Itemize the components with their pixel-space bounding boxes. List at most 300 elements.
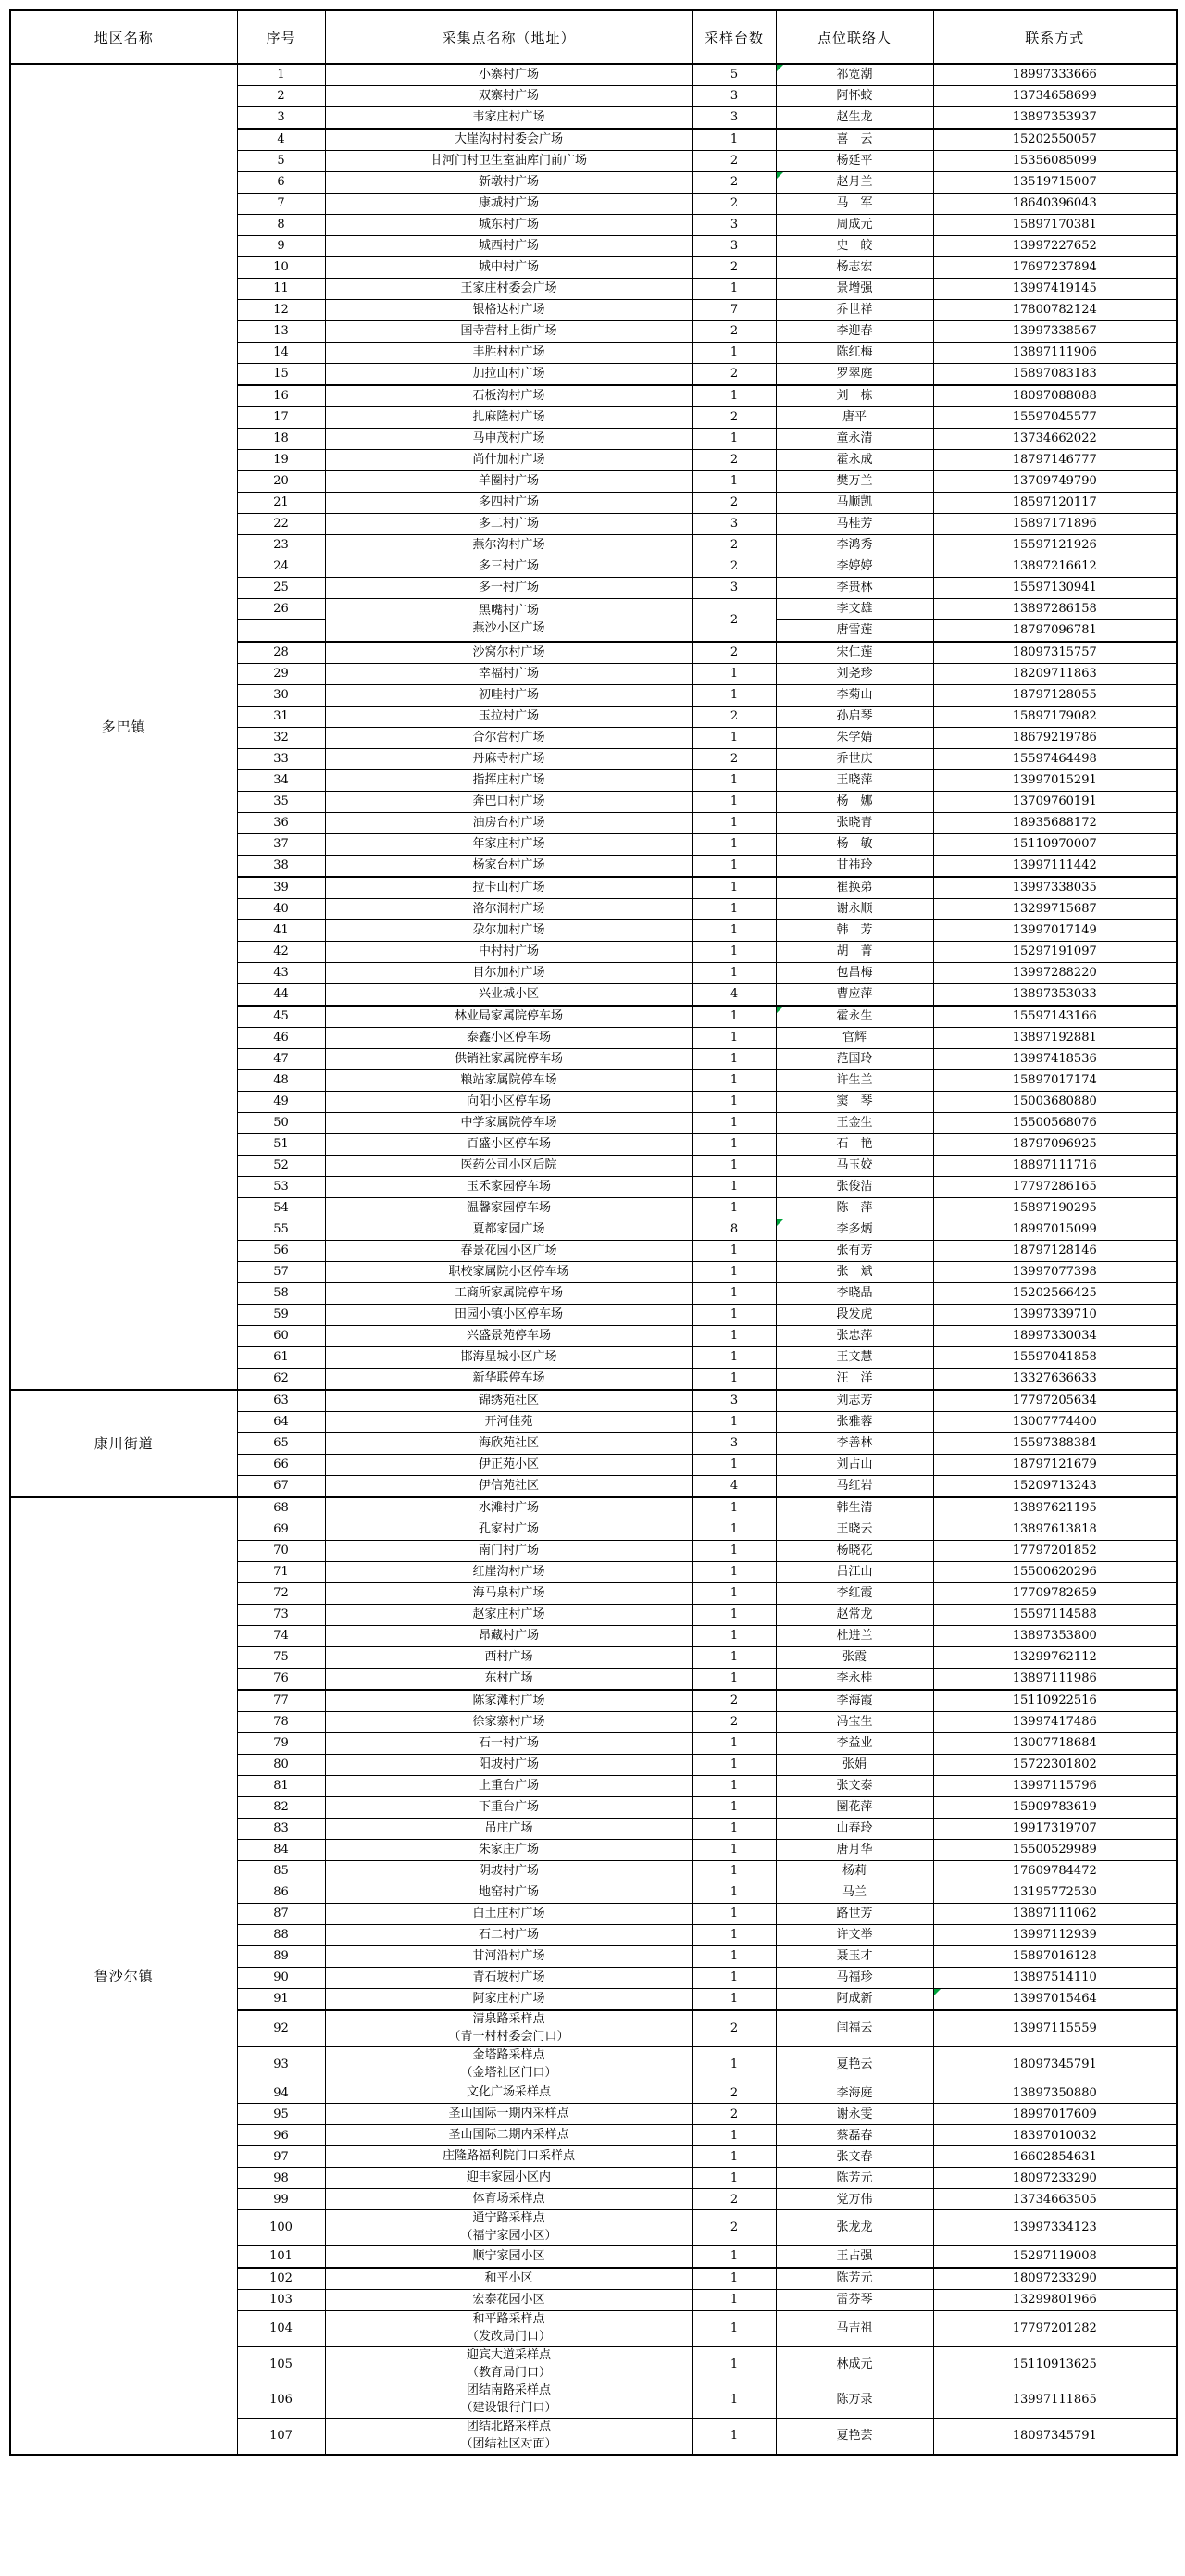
count-cell: 1 [692,1519,776,1541]
phone-cell: 15597464498 [933,749,1177,770]
count-cell: 2 [692,194,776,215]
site-cell [325,1070,692,1092]
contact-cell: 聂玉才 [776,1946,933,1968]
serial-cell: 105 [237,2346,325,2382]
table-body [10,64,1177,2455]
site-name: 庄隆路福利院门口采样点 [442,2148,575,2163]
site-name: 阳坡村广场 [478,1757,539,1771]
site-cell [325,1882,692,1904]
site-cell [325,1455,692,1476]
count-cell: 1 [692,1904,776,1925]
phone-cell: 13897192881 [933,1028,1177,1049]
serial-cell: 90 [237,1968,325,1989]
site-cell [325,1776,692,1797]
serial-cell: 7 [237,194,325,215]
phone-cell: 18997015099 [933,1219,1177,1241]
site-address-detail: （教育局门口） [466,2365,551,2380]
site-name: 合尔营村广场 [472,730,545,744]
site-cell [325,2346,692,2382]
site-cell [325,1177,692,1198]
site-name: 粮站家属院停车场 [460,1072,557,1087]
count-cell: 1 [692,1925,776,1946]
serial-cell: 57 [237,1262,325,1283]
contact-cell: 乔世祥 [776,300,933,321]
serial-cell: 21 [237,493,325,514]
count-cell: 2 [692,642,776,664]
count-cell: 1 [692,1262,776,1283]
site-cell [325,728,692,749]
contact-cell: 霍永生 [776,1006,933,1028]
phone-cell: 13897353800 [933,1626,1177,1647]
contact-cell: 杨 娜 [776,792,933,813]
site-cell [325,1755,692,1776]
serial-cell: 84 [237,1840,325,1861]
contact-cell: 段发虎 [776,1305,933,1326]
site-cell [325,2146,692,2168]
count-cell: 2 [692,450,776,471]
serial-cell: 69 [237,1519,325,1541]
phone-cell: 15597045577 [933,407,1177,429]
count-cell: 1 [692,1840,776,1861]
phone-cell: 13897111906 [933,343,1177,364]
site-cell [325,429,692,450]
site-name: 城西村广场 [478,238,539,253]
serial-cell: 24 [237,556,325,578]
region-cell: 鲁沙尔镇 [10,1497,237,2455]
phone-cell: 18997017609 [933,2104,1177,2125]
phone-cell: 15597143166 [933,1006,1177,1028]
site-cell [325,792,692,813]
contact-cell: 冯宝生 [776,1712,933,1733]
contact-cell: 马 军 [776,194,933,215]
site-name: 吊庄广场 [484,1820,533,1835]
count-cell: 1 [692,2168,776,2189]
phone-cell: 13997288220 [933,963,1177,984]
phone-cell: 15202550057 [933,129,1177,151]
site-name: 海欣苑社区 [478,1435,539,1450]
site-name: 陈家滩村广场 [472,1693,545,1707]
phone-cell: 18597120117 [933,493,1177,514]
count-cell: 1 [692,1647,776,1669]
serial-cell: 89 [237,1946,325,1968]
site-cell [325,257,692,279]
serial-cell: 88 [237,1925,325,1946]
count-cell: 1 [692,1755,776,1776]
count-cell: 1 [692,1626,776,1647]
serial-cell: 31 [237,707,325,728]
site-cell [325,1925,692,1946]
site-cell [325,2010,692,2046]
contact-cell: 马桂芳 [776,514,933,535]
contact-cell: 刘占山 [776,1455,933,1476]
count-cell: 1 [692,1326,776,1347]
count-cell: 3 [692,578,776,599]
site-name: 加拉山村广场 [472,366,545,381]
site-name: 工商所家属院停车场 [454,1285,563,1300]
serial-cell: 17 [237,407,325,429]
phone-cell: 13997338567 [933,321,1177,343]
header-phone: 联系方式 [933,10,1177,64]
serial-cell: 75 [237,1647,325,1669]
site-cell [325,770,692,792]
phone-cell: 18797128146 [933,1241,1177,1262]
phone-cell: 15297191097 [933,942,1177,963]
site-cell [325,129,692,151]
site-cell [325,1647,692,1669]
contact-cell: 阿成新 [776,1989,933,2011]
site-name: 丹麻寺村广场 [472,751,545,766]
contact-cell: 谢永顺 [776,899,933,920]
phone-cell: 13897216612 [933,556,1177,578]
phone-cell: 13519715007 [933,172,1177,194]
site-name: 锦绣苑社区 [478,1393,539,1407]
contact-cell: 张 斌 [776,1262,933,1283]
site-cell [325,172,692,194]
serial-cell: 34 [237,770,325,792]
site-cell [325,2104,692,2125]
count-cell: 3 [692,1390,776,1412]
contact-cell: 汪 洋 [776,1369,933,1391]
phone-cell: 18797128055 [933,685,1177,707]
phone-cell: 15897083183 [933,364,1177,386]
site-cell [325,1092,692,1113]
count-cell: 1 [692,1198,776,1219]
site-cell [325,1241,692,1262]
site-cell [325,2311,692,2347]
contact-cell: 刘尧珍 [776,664,933,685]
serial-cell: 79 [237,1733,325,1755]
serial-cell: 94 [237,2082,325,2104]
serial-cell: 32 [237,728,325,749]
contact-cell: 李海霞 [776,1690,933,1712]
phone-cell: 13997015291 [933,770,1177,792]
site-name: 多四村广场 [478,494,539,509]
phone-cell: 18997333666 [933,64,1177,86]
count-cell: 3 [692,236,776,257]
site-name: 尚什加村广场 [472,452,545,467]
serial-cell: 40 [237,899,325,920]
site-name: 多一村广场 [478,580,539,594]
phone-cell: 18097233290 [933,2268,1177,2290]
serial-cell: 55 [237,1219,325,1241]
count-cell: 1 [692,2046,776,2082]
count-cell: 1 [692,2382,776,2419]
contact-cell: 李贵林 [776,578,933,599]
site-address-detail: （金塔社区门口） [460,2065,557,2080]
phone-cell: 13897111062 [933,1904,1177,1925]
site-cell [325,1028,692,1049]
contact-cell: 圈花萍 [776,1797,933,1819]
count-cell: 2 [692,535,776,556]
serial-cell: 52 [237,1156,325,1177]
site-cell [325,1412,692,1433]
serial-cell: 10 [237,257,325,279]
site-name: 年家庄村广场 [472,836,545,851]
count-cell: 1 [692,813,776,834]
site-address-detail: （青一村村委会门口） [448,2029,569,2044]
contact-cell: 李鸿秀 [776,535,933,556]
count-cell: 2 [692,2189,776,2210]
site-name: 多二村广场 [478,516,539,531]
header-site: 采集点名称（地址） [325,10,692,64]
phone-cell: 13997017149 [933,920,1177,942]
site-name: 洛尔洞村广场 [472,901,545,916]
phone-cell: 18097233290 [933,2168,1177,2189]
phone-cell: 15897016128 [933,1946,1177,1968]
site-cell [325,1541,692,1562]
phone-cell: 17797201282 [933,2311,1177,2347]
phone-cell: 13897514110 [933,1968,1177,1989]
contact-cell: 唐月华 [776,1840,933,1861]
serial-cell: 23 [237,535,325,556]
count-cell: 1 [692,2290,776,2311]
site-name: 石板沟村广场 [472,388,545,403]
count-cell: 2 [692,599,776,643]
site-name: 迎宾大道采样点 [466,2347,551,2362]
site-name: 玉拉村广场 [478,708,539,723]
count-cell: 1 [692,728,776,749]
count-cell: 2 [692,556,776,578]
count-cell: 1 [692,2311,776,2347]
phone-cell: 15597121926 [933,535,1177,556]
serial-cell [237,620,325,643]
serial-cell: 106 [237,2382,325,2419]
region-cell: 多巴镇 [10,64,237,1390]
contact-cell: 朱学婧 [776,728,933,749]
contact-cell: 王文慧 [776,1347,933,1369]
contact-cell: 杨晓花 [776,1541,933,1562]
count-cell: 2 [692,493,776,514]
site-name: 丰胜村村广场 [472,344,545,359]
serial-cell: 50 [237,1113,325,1134]
count-cell: 1 [692,1541,776,1562]
serial-cell: 83 [237,1819,325,1840]
serial-cell: 80 [237,1755,325,1776]
contact-cell: 李晓晶 [776,1283,933,1305]
serial-cell: 95 [237,2104,325,2125]
count-cell: 2 [692,364,776,386]
count-cell: 1 [692,1455,776,1476]
phone-cell: 13997418536 [933,1049,1177,1070]
site-name: 医药公司小区后院 [460,1157,557,1172]
site-cell [325,707,692,728]
contact-cell: 李红霞 [776,1583,933,1605]
site-name: 顺宁家园小区 [472,2248,545,2263]
phone-cell: 15897190295 [933,1198,1177,1219]
serial-cell: 56 [237,1241,325,1262]
site-name: 下重台广场 [478,1799,539,1814]
contact-cell: 李益业 [776,1733,933,1755]
site-cell [325,1690,692,1712]
site-cell [325,2168,692,2189]
contact-cell: 韩生清 [776,1497,933,1519]
serial-cell: 46 [237,1028,325,1049]
site-cell [325,493,692,514]
site-cell [325,1198,692,1219]
site-name: 和平小区 [484,2270,533,2285]
count-cell: 1 [692,1134,776,1156]
site-name: 开河佳苑 [484,1414,533,1429]
count-cell: 5 [692,64,776,86]
contact-cell: 李文雄 [776,599,933,620]
sampling-sites-table [9,9,1178,2456]
phone-cell: 13734662022 [933,429,1177,450]
site-cell [325,856,692,878]
site-name: 大崖沟村村委会广场 [454,131,563,146]
table-row [10,1497,1177,1519]
serial-cell: 6 [237,172,325,194]
site-cell [325,2382,692,2419]
contact-cell: 吕江山 [776,1562,933,1583]
site-name: 团结南路采样点 [466,2383,551,2398]
serial-cell: 82 [237,1797,325,1819]
site-cell [325,963,692,984]
site-cell [325,2246,692,2269]
count-cell: 1 [692,471,776,493]
serial-cell: 38 [237,856,325,878]
contact-cell: 包昌梅 [776,963,933,984]
count-cell: 1 [692,1412,776,1433]
count-cell: 1 [692,1776,776,1797]
site-cell [325,1840,692,1861]
count-cell: 1 [692,1070,776,1092]
site-cell [325,1006,692,1028]
count-cell: 1 [692,129,776,151]
contact-cell: 孙启琴 [776,707,933,728]
phone-cell: 19917319707 [933,1819,1177,1840]
serial-cell: 101 [237,2246,325,2269]
site-name: 和平路采样点 [472,2312,545,2327]
phone-cell: 13997115559 [933,2010,1177,2046]
count-cell: 1 [692,1241,776,1262]
contact-cell: 甘祎玲 [776,856,933,878]
site-name: 西村广场 [484,1649,533,1664]
contact-cell: 蔡磊春 [776,2125,933,2146]
serial-cell: 85 [237,1861,325,1882]
site-name: 温馨家园停车场 [466,1200,551,1215]
count-cell: 3 [692,86,776,107]
count-cell: 2 [692,172,776,194]
serial-cell: 81 [237,1776,325,1797]
phone-cell: 13897353033 [933,984,1177,1007]
count-cell: 7 [692,300,776,321]
count-cell: 1 [692,942,776,963]
site-cell [325,1369,692,1391]
site-cell [325,1326,692,1347]
site-cell [325,1049,692,1070]
site-name: 南门村广场 [478,1543,539,1557]
count-cell: 1 [692,2346,776,2382]
site-name: 海马泉村广场 [472,1585,545,1600]
count-cell: 1 [692,343,776,364]
site-name: 昂藏村广场 [478,1628,539,1643]
contact-cell: 刘 栋 [776,385,933,407]
serial-cell: 98 [237,2168,325,2189]
contact-cell: 陈 萍 [776,1198,933,1219]
count-cell: 1 [692,385,776,407]
contact-cell: 杨志宏 [776,257,933,279]
contact-cell: 霍永成 [776,450,933,471]
site-name: 伊正苑小区 [478,1457,539,1471]
serial-cell: 66 [237,1455,325,1476]
phone-cell: 15722301802 [933,1755,1177,1776]
contact-cell: 许生兰 [776,1070,933,1092]
site-name: 新华联停车场 [472,1370,545,1385]
serial-cell: 107 [237,2419,325,2455]
site-cell [325,1433,692,1455]
serial-cell: 77 [237,1690,325,1712]
serial-cell: 12 [237,300,325,321]
contact-cell: 樊万兰 [776,471,933,493]
count-cell: 2 [692,2010,776,2046]
site-name: 伊信苑社区 [478,1478,539,1493]
count-cell: 4 [692,1476,776,1498]
contact-cell: 崔换弟 [776,877,933,899]
contact-cell: 张霞 [776,1647,933,1669]
serial-cell: 65 [237,1433,325,1455]
site-cell [325,2046,692,2082]
phone-cell: 18997330034 [933,1326,1177,1347]
phone-cell: 18935688172 [933,813,1177,834]
count-cell: 1 [692,1989,776,2011]
site-address-detail: （建设银行门口） [460,2401,557,2416]
phone-cell: 13299715687 [933,899,1177,920]
contact-cell: 林成元 [776,2346,933,2382]
site-name: 石二村广场 [478,1927,539,1942]
phone-cell: 13897621195 [933,1497,1177,1519]
site-cell [325,749,692,770]
site-name: 小寨村广场 [478,67,539,81]
count-cell: 2 [692,1712,776,1733]
site-cell [325,450,692,471]
header-serial: 序号 [237,10,325,64]
count-cell: 1 [692,1968,776,1989]
site-cell [325,2125,692,2146]
site-name: 甘河门村卫生室油库门前广场 [430,153,587,168]
contact-cell: 李多炳 [776,1219,933,1241]
site-name: 体育场采样点 [472,2191,545,2206]
phone-cell: 13897350880 [933,2082,1177,2104]
phone-cell: 13734658699 [933,86,1177,107]
site-name: 油房台村广场 [472,815,545,830]
serial-cell: 11 [237,279,325,300]
count-cell: 2 [692,707,776,728]
serial-cell: 1 [237,64,325,86]
phone-cell: 15897017174 [933,1070,1177,1092]
count-cell: 1 [692,1669,776,1691]
site-name: 上重台广场 [478,1778,539,1793]
contact-cell: 张龙龙 [776,2210,933,2246]
serial-cell: 58 [237,1283,325,1305]
count-cell: 2 [692,2082,776,2104]
contact-cell: 马顺凯 [776,493,933,514]
site-name: 羊圈村广场 [478,473,539,488]
site-cell [325,1497,692,1519]
count-cell: 1 [692,856,776,878]
phone-cell: 13709760191 [933,792,1177,813]
count-cell: 1 [692,1861,776,1882]
serial-cell: 47 [237,1049,325,1070]
site-address-detail: （发改局门口） [466,2329,551,2344]
count-cell: 1 [692,899,776,920]
contact-cell: 乔世庆 [776,749,933,770]
site-cell [325,1562,692,1583]
site-cell [325,279,692,300]
phone-cell: 18397010032 [933,2125,1177,2146]
count-cell: 1 [692,963,776,984]
phone-cell: 13997015464 [933,1989,1177,2011]
serial-cell: 73 [237,1605,325,1626]
